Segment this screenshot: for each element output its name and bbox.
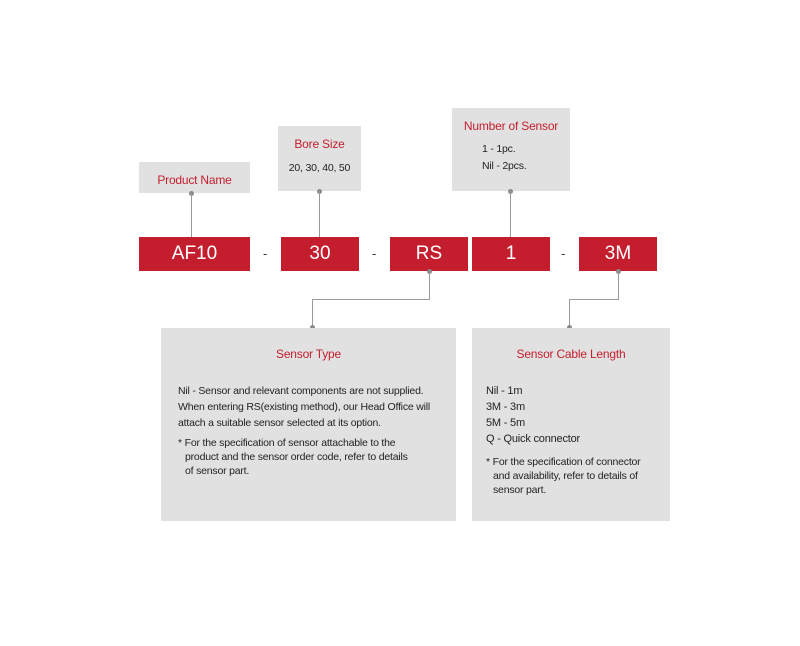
sensor-cable-length-box [472, 328, 670, 521]
sensor-type-description [178, 384, 456, 430]
sensor-cable-length-note-line: sensor part. [493, 484, 547, 496]
code-separator: - [372, 246, 377, 261]
sensor-type-note [178, 436, 456, 478]
sensor-type-note-line: product and the sensor order code, refer to details [185, 451, 408, 463]
code-segment-sensor-count: 1 [472, 237, 550, 271]
sensor-cable-length-note [486, 455, 670, 497]
bore-size-label: Bore Size [294, 137, 345, 151]
sensor-type-note-line: of sensor part. [185, 465, 250, 477]
code-segment-bore: 30 [281, 237, 359, 271]
number-of-sensor-option: Nil - 2pcs. [482, 160, 527, 172]
sensor-cable-length-option: 3M - 3m [486, 401, 525, 413]
product-name-label: Product Name [157, 173, 232, 187]
bore-size-values: 20, 30, 40, 50 [288, 162, 351, 174]
sensor-cable-length-note-line: * For the specification of connector [486, 456, 641, 468]
sensor-cable-length-label: Sensor Cable Length [516, 347, 626, 361]
number-of-sensor-label: Number of Sensor [463, 119, 559, 133]
number-of-sensor-box [452, 108, 570, 191]
connector-line [319, 191, 320, 237]
sensor-cable-length-options [486, 383, 670, 447]
code-segment-sensor-type: RS [390, 237, 468, 271]
connector-line [429, 271, 430, 300]
sensor-cable-length-option: Q - Quick connector [486, 433, 581, 445]
code-segment-cable-length: 3M [579, 237, 657, 271]
connector-line [312, 299, 313, 327]
sensor-type-line: Nil - Sensor and relevant components are not supplied. [178, 385, 424, 397]
connector-line [618, 271, 619, 300]
sensor-cable-length-note-line: and availability, refer to details of [493, 470, 638, 482]
connector-line [191, 193, 192, 237]
sensor-type-note-line: * For the specification of sensor attachable to the [178, 437, 396, 449]
connector-line [312, 299, 430, 300]
sensor-cable-length-option: 5M - 5m [486, 417, 525, 429]
connector-line [510, 191, 511, 237]
sensor-type-box [161, 328, 456, 521]
product-name-box [139, 162, 250, 193]
sensor-type-label: Sensor Type [276, 347, 341, 361]
sensor-type-line: When entering RS(existing method), our Head Office will [178, 401, 431, 413]
number-of-sensor-option: 1 - 1pc. [482, 143, 516, 155]
sensor-type-line: attach a suitable sensor selected at its option. [178, 417, 381, 429]
connector-line [569, 299, 570, 327]
sensor-cable-length-option: Nil - 1m [486, 385, 523, 397]
code-segment-product: AF10 [139, 237, 250, 271]
code-separator: - [263, 246, 268, 261]
bore-size-box [278, 126, 361, 191]
connector-line [569, 299, 619, 300]
code-separator: - [561, 246, 566, 261]
